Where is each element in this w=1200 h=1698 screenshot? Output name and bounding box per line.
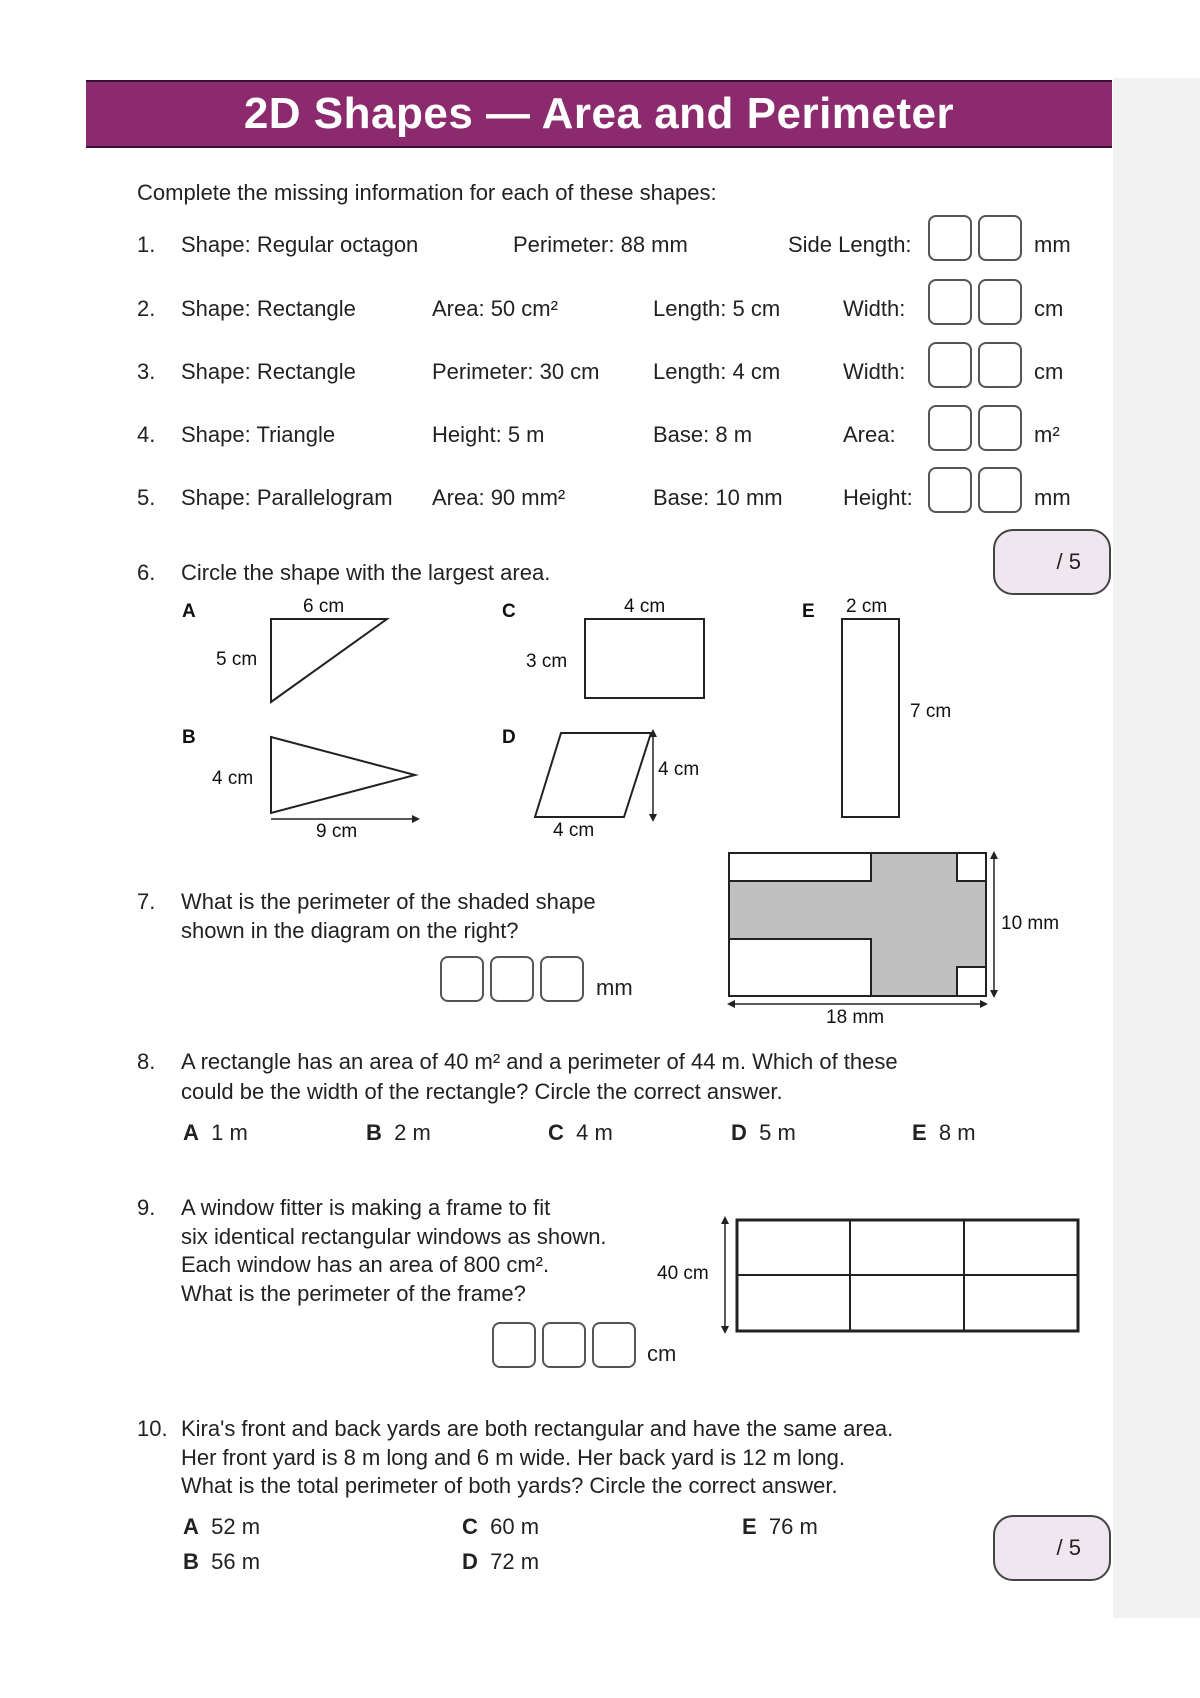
- q10-option-b-value: 56 m: [211, 1549, 261, 1574]
- q3-given-a: Perimeter: 30 cm: [432, 359, 600, 384]
- q9-line3: Each window has an area of 800 cm².: [181, 1252, 550, 1277]
- q6-a-letter: A: [182, 601, 196, 622]
- q6-d-letter: D: [502, 727, 516, 748]
- q5-shape: Shape: Parallelogram: [181, 485, 393, 510]
- q8-option-a-letter: A: [183, 1120, 199, 1145]
- q8-line1: A rectangle has an area of 40 m² and a perimeter of 44 m. Which of these: [181, 1049, 898, 1074]
- q10-line1: Kira's front and back yards are both rectangular and have the same area.: [181, 1416, 894, 1441]
- q7-answer-box-2[interactable]: [490, 956, 534, 1002]
- q9-height-arrowhead-top: [721, 1216, 729, 1224]
- q10-option-c-value: 60 m: [490, 1514, 540, 1539]
- q10-line2: Her front yard is 8 m long and 6 m wide. Her back yard is 12 m long.: [181, 1445, 845, 1470]
- q8-number: 8.: [137, 1049, 156, 1074]
- q9-unit: cm: [647, 1341, 677, 1366]
- q7-unit: mm: [596, 975, 633, 1000]
- q4-number: 4.: [137, 422, 156, 447]
- q6-b-base-arrowhead: [412, 815, 420, 823]
- q8-option-c[interactable]: [548, 1120, 613, 1146]
- q2-shape: Shape: Rectangle: [181, 296, 356, 321]
- q6-d-side-label: 4 cm: [658, 759, 700, 780]
- q5-given-b: Base: 10 mm: [653, 485, 783, 510]
- q7-height-arrowhead-top: [990, 851, 998, 859]
- q6-b-bottom-label: 9 cm: [316, 821, 358, 842]
- q6-shape-e-rectangle[interactable]: [842, 619, 899, 817]
- q4-given-a: Height: 5 m: [432, 422, 545, 447]
- q1-unit: mm: [1034, 232, 1071, 257]
- q6-e-side-label: 7 cm: [910, 701, 952, 722]
- q4-unit: m²: [1034, 422, 1060, 447]
- q1-given-a: Perimeter: 88 mm: [513, 232, 688, 257]
- q8-option-d-value: 5 m: [759, 1120, 796, 1145]
- q8-option-c-letter: C: [548, 1120, 564, 1145]
- q8-option-a-value: 1 m: [211, 1120, 248, 1145]
- q5-given-a: Area: 90 mm²: [432, 485, 566, 510]
- score-1-text: / 5: [1056, 549, 1081, 574]
- q10-option-a[interactable]: [183, 1514, 260, 1540]
- q2-given-b: Length: 5 cm: [653, 296, 781, 321]
- q8-option-b-value: 2 m: [394, 1120, 431, 1145]
- q2-unit: cm: [1034, 296, 1064, 321]
- q10-option-e-letter: E: [742, 1514, 757, 1539]
- q7-width-label: 18 mm: [826, 1007, 885, 1028]
- q10-option-c-letter: C: [462, 1514, 478, 1539]
- q5-unit: mm: [1034, 485, 1071, 510]
- q8-option-c-value: 4 m: [576, 1120, 613, 1145]
- q10-option-e[interactable]: [742, 1514, 818, 1540]
- q9-answer-box-3[interactable]: [592, 1322, 636, 1368]
- q10-option-d-value: 72 m: [490, 1549, 540, 1574]
- q8-option-d[interactable]: [731, 1120, 796, 1146]
- q10-option-d[interactable]: [462, 1549, 539, 1575]
- q9-height-arrowhead-bottom: [721, 1326, 729, 1334]
- q1-shape: Shape: Regular octagon: [181, 232, 419, 257]
- q5-ask: Height:: [843, 485, 913, 510]
- page-title: 2D Shapes — Area and Perimeter: [243, 89, 955, 138]
- q1-ask: Side Length:: [788, 232, 912, 257]
- q8-option-b-letter: B: [366, 1120, 382, 1145]
- q6-a-top-label: 6 cm: [303, 596, 345, 617]
- q6-b-side-label: 4 cm: [212, 768, 254, 789]
- q6-shape-c-rectangle[interactable]: [585, 619, 704, 698]
- q4-shape: Shape: Triangle: [181, 422, 336, 447]
- q10-number: 10.: [137, 1416, 168, 1441]
- q3-ask: Width:: [843, 359, 906, 384]
- q10-option-b-letter: B: [183, 1549, 199, 1574]
- score-box-2[interactable]: [993, 1515, 1111, 1581]
- q9-answer-box-1[interactable]: [492, 1322, 536, 1368]
- q6-shape-b-triangle[interactable]: [271, 737, 415, 813]
- q10-option-b[interactable]: [183, 1549, 260, 1575]
- q7-width-arrowhead-right: [980, 1000, 988, 1008]
- q6-b-letter: B: [182, 727, 196, 748]
- q3-given-b: Length: 4 cm: [653, 359, 781, 384]
- q5-number: 5.: [137, 485, 156, 510]
- q6-c-top-label: 4 cm: [624, 596, 666, 617]
- q1-number: 1.: [137, 232, 156, 257]
- q3-number: 3.: [137, 359, 156, 384]
- q10-option-c[interactable]: [462, 1514, 539, 1540]
- q6-number: 6.: [137, 560, 156, 585]
- q9-height-label: 40 cm: [657, 1263, 709, 1284]
- q4-given-b: Base: 8 m: [653, 422, 753, 447]
- q2-ask: Width:: [843, 296, 906, 321]
- q7-answer-box-1[interactable]: [440, 956, 484, 1002]
- q7-answer-box-3[interactable]: [540, 956, 584, 1002]
- q9-answer-box-2[interactable]: [542, 1322, 586, 1368]
- q8-option-d-letter: D: [731, 1120, 747, 1145]
- q8-option-e[interactable]: [912, 1120, 976, 1146]
- q6-d-height-arrowhead-bottom: [649, 814, 657, 822]
- q3-shape: Shape: Rectangle: [181, 359, 356, 384]
- q8-option-b[interactable]: [366, 1120, 431, 1146]
- q9-number: 9.: [137, 1195, 156, 1220]
- q6-e-letter: E: [802, 601, 815, 622]
- q7-height-arrowhead-bottom: [990, 990, 998, 998]
- score-2-text: / 5: [1056, 1535, 1081, 1560]
- q6-shape-d-parallelogram[interactable]: [535, 733, 651, 817]
- q6-c-letter: C: [502, 601, 516, 622]
- q6-e-top-label: 2 cm: [846, 596, 888, 617]
- q8-option-e-letter: E: [912, 1120, 927, 1145]
- q10-option-d-letter: D: [462, 1549, 478, 1574]
- instructions: Complete the missing information for each of these shapes:: [137, 180, 717, 205]
- q6-c-side-label: 3 cm: [526, 651, 568, 672]
- q9-line2: six identical rectangular windows as shown.: [181, 1224, 607, 1249]
- q7-line1: What is the perimeter of the shaded shape: [181, 889, 596, 914]
- q10-option-a-letter: A: [183, 1514, 199, 1539]
- q8-line2: could be the width of the rectangle? Circle the correct answer.: [181, 1079, 783, 1104]
- q7-line2: shown in the diagram on the right?: [181, 918, 519, 943]
- q7-number: 7.: [137, 889, 156, 914]
- q6-text: Circle the shape with the largest area.: [181, 560, 551, 585]
- q8-option-a[interactable]: [183, 1120, 248, 1146]
- q2-number: 2.: [137, 296, 156, 321]
- q4-ask: Area:: [843, 422, 896, 447]
- q3-unit: cm: [1034, 359, 1064, 384]
- q10-option-e-value: 76 m: [768, 1514, 818, 1539]
- q6-d-bottom-label: 4 cm: [553, 820, 595, 841]
- q10-line3: What is the total perimeter of both yards? Circle the correct answer.: [181, 1473, 838, 1498]
- q10-option-a-value: 52 m: [211, 1514, 261, 1539]
- q2-given-a: Area: 50 cm²: [432, 296, 558, 321]
- q9-line4: What is the perimeter of the frame?: [181, 1281, 526, 1306]
- q7-width-arrowhead-left: [727, 1000, 735, 1008]
- q9-line1: A window fitter is making a frame to fit: [181, 1195, 551, 1220]
- q6-shape-a-triangle[interactable]: [271, 619, 387, 702]
- q6-a-side-label: 5 cm: [216, 649, 258, 670]
- q7-height-label: 10 mm: [1001, 913, 1060, 934]
- q8-option-e-value: 8 m: [938, 1120, 976, 1145]
